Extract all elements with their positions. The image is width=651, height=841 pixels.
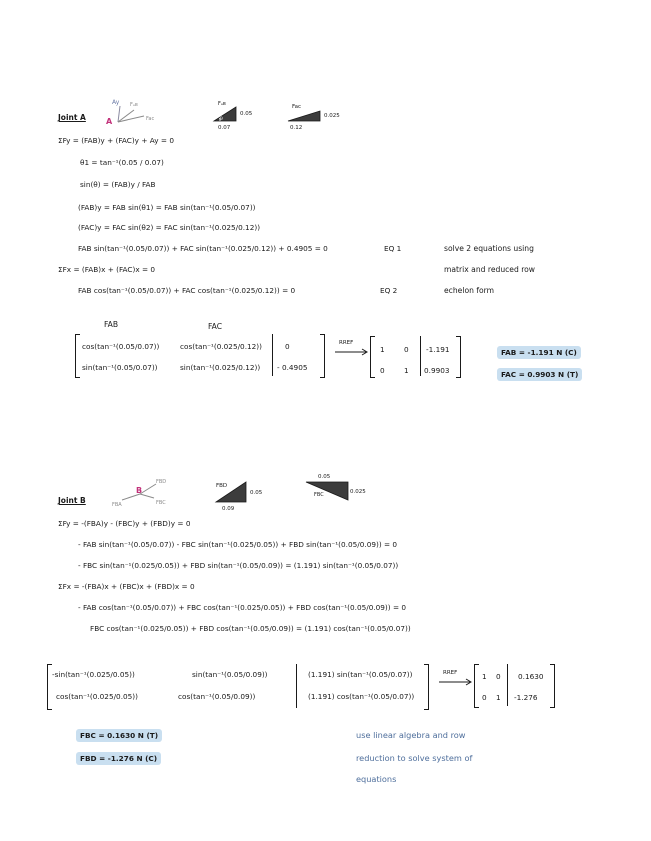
- tri-ac-base: 0.12: [290, 125, 303, 131]
- joint-a-fab-y: (FAB)y = FAB sin(θ1) = FAB sin(tan⁻¹(0.05/0.07)): [78, 203, 256, 212]
- fba-vector-label: FBA: [112, 502, 122, 508]
- joint-a-sin-theta: sin(θ) = (FAB)y / FAB: [80, 180, 156, 189]
- tri-bd-side: 0.05: [250, 490, 263, 496]
- result-b-r1c1: 1: [482, 672, 487, 681]
- joint-a-sum-fy: ΣFy = (FAB)y + (FAC)y + Ay = 0: [58, 136, 174, 145]
- matrix-a-col1-label: FAB: [104, 320, 119, 329]
- joint-b-fy1: - FAB sin(tan⁻¹(0.05/0.07)) - FBC sin(tan⁻¹(0.025/0.05)) + FBD sin(tan⁻¹(0.05/0.09)) = 0: [78, 540, 398, 549]
- matrix-a-left-bracket: [75, 334, 80, 378]
- joint-a-eq1: FAB sin(tan⁻¹(0.05/0.07)) + FAC sin(tan⁻¹(0.025/0.12)) + 0.4905 = 0: [78, 244, 328, 253]
- fbd-vector-label: FBD: [156, 479, 167, 485]
- joint-b-marker: B: [136, 486, 143, 495]
- matrix-a-r2c3: - 0.4905: [277, 363, 308, 372]
- matrix-a-r2c1: sin(tan⁻¹(0.05/0.07)): [82, 363, 158, 372]
- joint-b-note-line-2: reduction to solve system of: [356, 753, 473, 763]
- matrix-b-rref-label: RREF: [443, 670, 458, 676]
- matrix-b-r2c3: (1.191) cos(tan⁻¹(0.05/0.07)): [308, 692, 415, 701]
- matrix-a-rref-label: RREF: [339, 340, 354, 346]
- joint-a-eq2: FAB cos(tan⁻¹(0.05/0.07)) + FAC cos(tan⁻¹(0.025/0.12)) = 0: [78, 286, 296, 295]
- joint-a-note-line-2: matrix and reduced row: [444, 265, 536, 274]
- joint-a-theta1: θ1 = tan⁻¹(0.05 / 0.07): [80, 158, 164, 167]
- joint-b-heading: Joint B: [58, 496, 86, 505]
- triangle-ac: [284, 99, 352, 131]
- matrix-b-r1c1: -sin(tan⁻¹(0.025/0.05)): [52, 670, 135, 679]
- joint-b-sum-fx: ΣFx = -(FBA)x + (FBC)x + (FBD)x = 0: [58, 582, 195, 591]
- result-fab: FAB = -1.191 N (C): [497, 346, 581, 359]
- result-b-augment-line: [507, 664, 508, 706]
- tri-ac-side: 0.025: [324, 113, 340, 119]
- joint-a-fac-y: (FAC)y = FAC sin(θ2) = FAC sin(tan⁻¹(0.025/0.12)): [78, 223, 261, 232]
- joint-a-sum-fx: ΣFx = (FAB)x + (FAC)x = 0: [58, 265, 156, 274]
- joint-b-note-line-3: equations: [356, 774, 397, 784]
- result-a-augment-line: [420, 336, 421, 376]
- matrix-b-r2c2: cos(tan⁻¹(0.05/0.09)): [178, 692, 256, 701]
- matrix-a-r1c3: 0: [285, 342, 290, 351]
- matrix-a-rref-arrow: [334, 348, 370, 356]
- matrix-a-r2c2: sin(tan⁻¹(0.025/0.12)): [180, 363, 261, 372]
- joint-b-fy2: - FBC sin(tan⁻¹(0.025/0.05)) + FBD sin(tan⁻¹(0.05/0.09)) = (1.191) sin(tan⁻¹(0.05/0.07)): [78, 561, 399, 570]
- ay-label: Ay: [112, 99, 120, 106]
- tri-bd-base: 0.09: [222, 506, 235, 512]
- matrix-b-right-bracket: [424, 664, 429, 710]
- result-b-r1c2: 0: [496, 672, 501, 681]
- joint-a-fbd: [92, 96, 164, 128]
- matrix-b-r1c3: (1.191) sin(tan⁻¹(0.05/0.07)): [308, 670, 413, 679]
- tri-bc-top: 0.05: [318, 474, 331, 480]
- matrix-b-rref-arrow: [438, 678, 474, 686]
- matrix-a-right-bracket: [320, 334, 325, 378]
- joint-b-fx2: FBC cos(tan⁻¹(0.025/0.05)) + FBD cos(tan⁻¹(0.05/0.09)) = (1.191) cos(tan⁻¹(0.05/0.07)): [90, 624, 411, 633]
- matrix-a-col2-label: FAC: [208, 322, 223, 331]
- tri-ab-base: 0.07: [218, 125, 231, 131]
- joint-a-marker: A: [106, 117, 113, 126]
- tri-ac-label: Fac: [292, 104, 302, 110]
- tri-bc-side: 0.025: [350, 489, 366, 495]
- tri-ab-label: Fₐʙ: [218, 101, 226, 107]
- triangle-bc: [300, 470, 384, 504]
- result-b-left-bracket: [474, 664, 479, 708]
- tri-ab-theta: θ: [220, 117, 223, 122]
- joint-a-note-line-3: echelon form: [444, 286, 495, 295]
- result-a-r2c3: 0.9903: [424, 366, 450, 375]
- joint-a-eq2-tag: EQ 2: [380, 286, 398, 295]
- triangle-ab: [208, 99, 270, 131]
- result-a-r1c1: 1: [380, 345, 385, 354]
- joint-a-eq1-tag: EQ 1: [384, 244, 402, 253]
- joint-b-fbd: [108, 476, 174, 510]
- fbc-vector-label: FBC: [156, 500, 166, 506]
- result-fac: FAC = 0.9903 N (T): [497, 368, 582, 381]
- joint-a-note-line-1: solve 2 equations using: [444, 244, 534, 253]
- matrix-b-r2c1: cos(tan⁻¹(0.025/0.05)): [56, 692, 138, 701]
- result-b-r2c2: 1: [496, 693, 501, 702]
- matrix-a-augment-line: [272, 334, 273, 376]
- result-a-right-bracket: [456, 336, 461, 378]
- result-b-r2c3: -1.276: [514, 693, 538, 702]
- result-a-r2c1: 0: [380, 366, 385, 375]
- joint-b-sum-fy: ΣFy = -(FBA)y - (FBC)y + (FBD)y = 0: [58, 519, 191, 528]
- result-b-right-bracket: [550, 664, 555, 708]
- result-a-r1c3: -1.191: [426, 345, 450, 354]
- matrix-a-r1c1: cos(tan⁻¹(0.05/0.07)): [82, 342, 160, 351]
- matrix-b-augment-line: [296, 664, 297, 708]
- tri-bd-label: FBD: [216, 483, 228, 489]
- joint-b-note-line-1: use linear algebra and row: [356, 730, 466, 740]
- joint-b-fx1: - FAB cos(tan⁻¹(0.05/0.07)) + FBC cos(tan⁻¹(0.025/0.05)) + FBD cos(tan⁻¹(0.05/0.09)) = 0: [78, 603, 407, 612]
- triangle-bd: [212, 476, 274, 512]
- result-b-r2c1: 0: [482, 693, 487, 702]
- tri-ab-side: 0.05: [240, 111, 253, 117]
- matrix-a-r1c2: cos(tan⁻¹(0.025/0.12)): [180, 342, 262, 351]
- result-a-r2c2: 1: [404, 366, 409, 375]
- result-fbd: FBD = -1.276 N (C): [76, 752, 161, 765]
- tri-bc-label: FBC: [314, 492, 324, 498]
- result-fbc: FBC = 0.1630 N (T): [76, 729, 162, 742]
- matrix-b-r1c2: sin(tan⁻¹(0.05/0.09)): [192, 670, 268, 679]
- result-a-left-bracket: [370, 336, 375, 378]
- result-a-r1c2: 0: [404, 345, 409, 354]
- fac-label: Fac: [146, 116, 155, 122]
- result-b-r1c3: 0.1630: [518, 672, 544, 681]
- joint-a-heading: Joint A: [58, 113, 86, 122]
- fab-label: Fₐʙ: [130, 102, 138, 108]
